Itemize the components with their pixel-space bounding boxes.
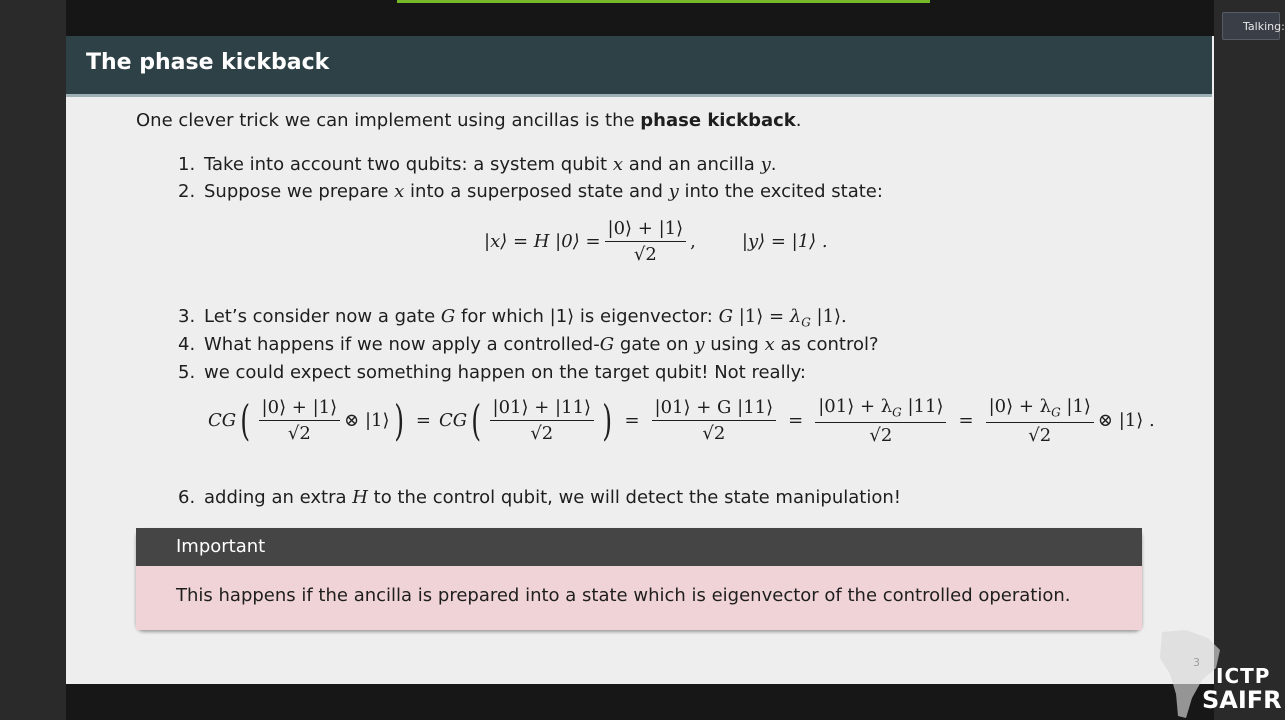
right-panel (1214, 0, 1280, 720)
important-block (136, 528, 1142, 630)
list-item (178, 362, 806, 383)
slide-progress-bar (397, 0, 930, 3)
list-item (178, 334, 879, 355)
fraction (986, 396, 1094, 446)
item-text: as control? (774, 334, 879, 355)
math-subscript: G (892, 405, 902, 420)
fraction-numerator (815, 396, 946, 423)
list-number: 5. (178, 362, 196, 383)
slide-title-bar (66, 36, 1212, 97)
fraction (259, 397, 341, 444)
list-number: 2. (178, 181, 196, 202)
item-text: into a superposed state and (404, 181, 669, 202)
ictp-saifr-logo (1156, 628, 1282, 720)
equation-controlled-gate (208, 396, 1155, 446)
list-number: 6. (178, 487, 196, 508)
fraction-denominator: √2 (633, 244, 657, 265)
equation-comma: , (690, 231, 696, 252)
item-text: into the excited state: (678, 181, 883, 202)
tensor-term: ⊗ |1⟩ . (1097, 410, 1155, 432)
logo-text-ictp: ICTP (1216, 664, 1271, 688)
list-item (178, 487, 901, 508)
equals-sign: = (788, 410, 804, 432)
fraction (490, 397, 595, 444)
talking-indicator[interactable] (1222, 12, 1285, 40)
fraction-denominator: √2 (1028, 424, 1052, 446)
numerator-text: |1⟩ (1060, 396, 1091, 417)
logo-text-saifr: SAIFR (1202, 686, 1282, 714)
math-var: λ (789, 306, 802, 327)
math-var: x (764, 334, 775, 355)
list-item (178, 181, 883, 202)
equation-lhs: |x⟩ = H |0⟩ = (484, 231, 601, 252)
item-text: . (770, 154, 777, 175)
numerator-text: |0⟩ + λ (988, 396, 1052, 417)
item-text: and an ancilla (623, 154, 761, 175)
equation-superposition (484, 218, 828, 265)
intro-bold-term: phase kickback (640, 110, 796, 131)
fraction-numerator: |0⟩ + |1⟩ (259, 397, 341, 421)
list-item (178, 154, 776, 175)
slide-top-bar (66, 0, 1214, 36)
fraction-numerator: |01⟩ + |11⟩ (490, 397, 595, 421)
math-var: CG (208, 410, 237, 432)
math-var: G (718, 306, 733, 327)
list-number: 1. (178, 154, 196, 175)
fraction-numerator (986, 396, 1094, 423)
math-var: CG (438, 410, 468, 432)
fraction-denominator: √2 (869, 424, 893, 446)
intro-period: . (795, 110, 802, 131)
fraction-denominator: √2 (702, 423, 726, 445)
fraction-denominator: √2 (287, 423, 311, 445)
item-text: we could expect something happen on the target qubit! Not really: (204, 362, 806, 383)
fraction-numerator: |0⟩ + |1⟩ (605, 218, 687, 242)
right-paren: ) (602, 395, 613, 445)
left-paren: ( (240, 395, 251, 445)
equals-sign: = (624, 410, 640, 432)
list-number: 3. (178, 306, 196, 327)
important-block-body: This happens if the ancilla is prepared into a state which is eigenvector of the controlled operation. (136, 566, 1142, 630)
equation-rhs: |y⟩ = |1⟩ . (741, 231, 828, 252)
important-block-title: Important (136, 528, 1142, 566)
math-var: G (599, 334, 615, 355)
item-text: adding an extra (204, 487, 353, 508)
item-text: to the control qubit, we will detect the state manipulation! (367, 487, 901, 508)
item-text: Let’s consider now a gate (204, 306, 441, 327)
equals-sign: = (958, 410, 974, 432)
tensor-term: ⊗ |1⟩ (344, 410, 390, 432)
math-var: y (668, 181, 679, 202)
math-subscript: G (1051, 405, 1061, 420)
left-margin (0, 0, 66, 720)
fraction-denominator: √2 (530, 423, 554, 445)
intro-paragraph (136, 110, 802, 131)
math-var: x (612, 154, 623, 175)
numerator-text: |11⟩ (901, 396, 944, 417)
slide-bottom-bar (66, 684, 1214, 720)
item-text: |1⟩ = (732, 306, 790, 327)
intro-text: One clever trick we can implement using ancillas is the (136, 110, 641, 131)
fraction (815, 396, 946, 446)
item-text: What happens if we now apply a controlled- (204, 334, 600, 355)
fraction (605, 218, 687, 265)
fraction (652, 397, 777, 444)
left-paren: ( (471, 395, 482, 445)
equals-sign: = (415, 410, 431, 432)
list-number: 4. (178, 334, 196, 355)
right-paren: ) (393, 395, 404, 445)
list-item (178, 306, 847, 330)
math-var: y (694, 334, 705, 355)
item-text: Take into account two qubits: a system qubit (204, 154, 613, 175)
math-var: G (440, 306, 456, 327)
item-text: for which |1⟩ is eigenvector: (455, 306, 719, 327)
fraction-numerator: |01⟩ + G |11⟩ (652, 397, 777, 421)
math-var: x (394, 181, 405, 202)
slide-title: The phase kickback (86, 50, 330, 75)
math-subscript: G (801, 315, 811, 330)
item-text: |1⟩. (810, 306, 847, 327)
math-var: H (352, 487, 368, 508)
math-var: y (760, 154, 771, 175)
item-text: using (704, 334, 765, 355)
numerator-text: |01⟩ + λ (818, 396, 893, 417)
item-text: gate on (614, 334, 695, 355)
talking-label: Talking: (1243, 20, 1285, 33)
item-text: Suppose we prepare (204, 181, 395, 202)
